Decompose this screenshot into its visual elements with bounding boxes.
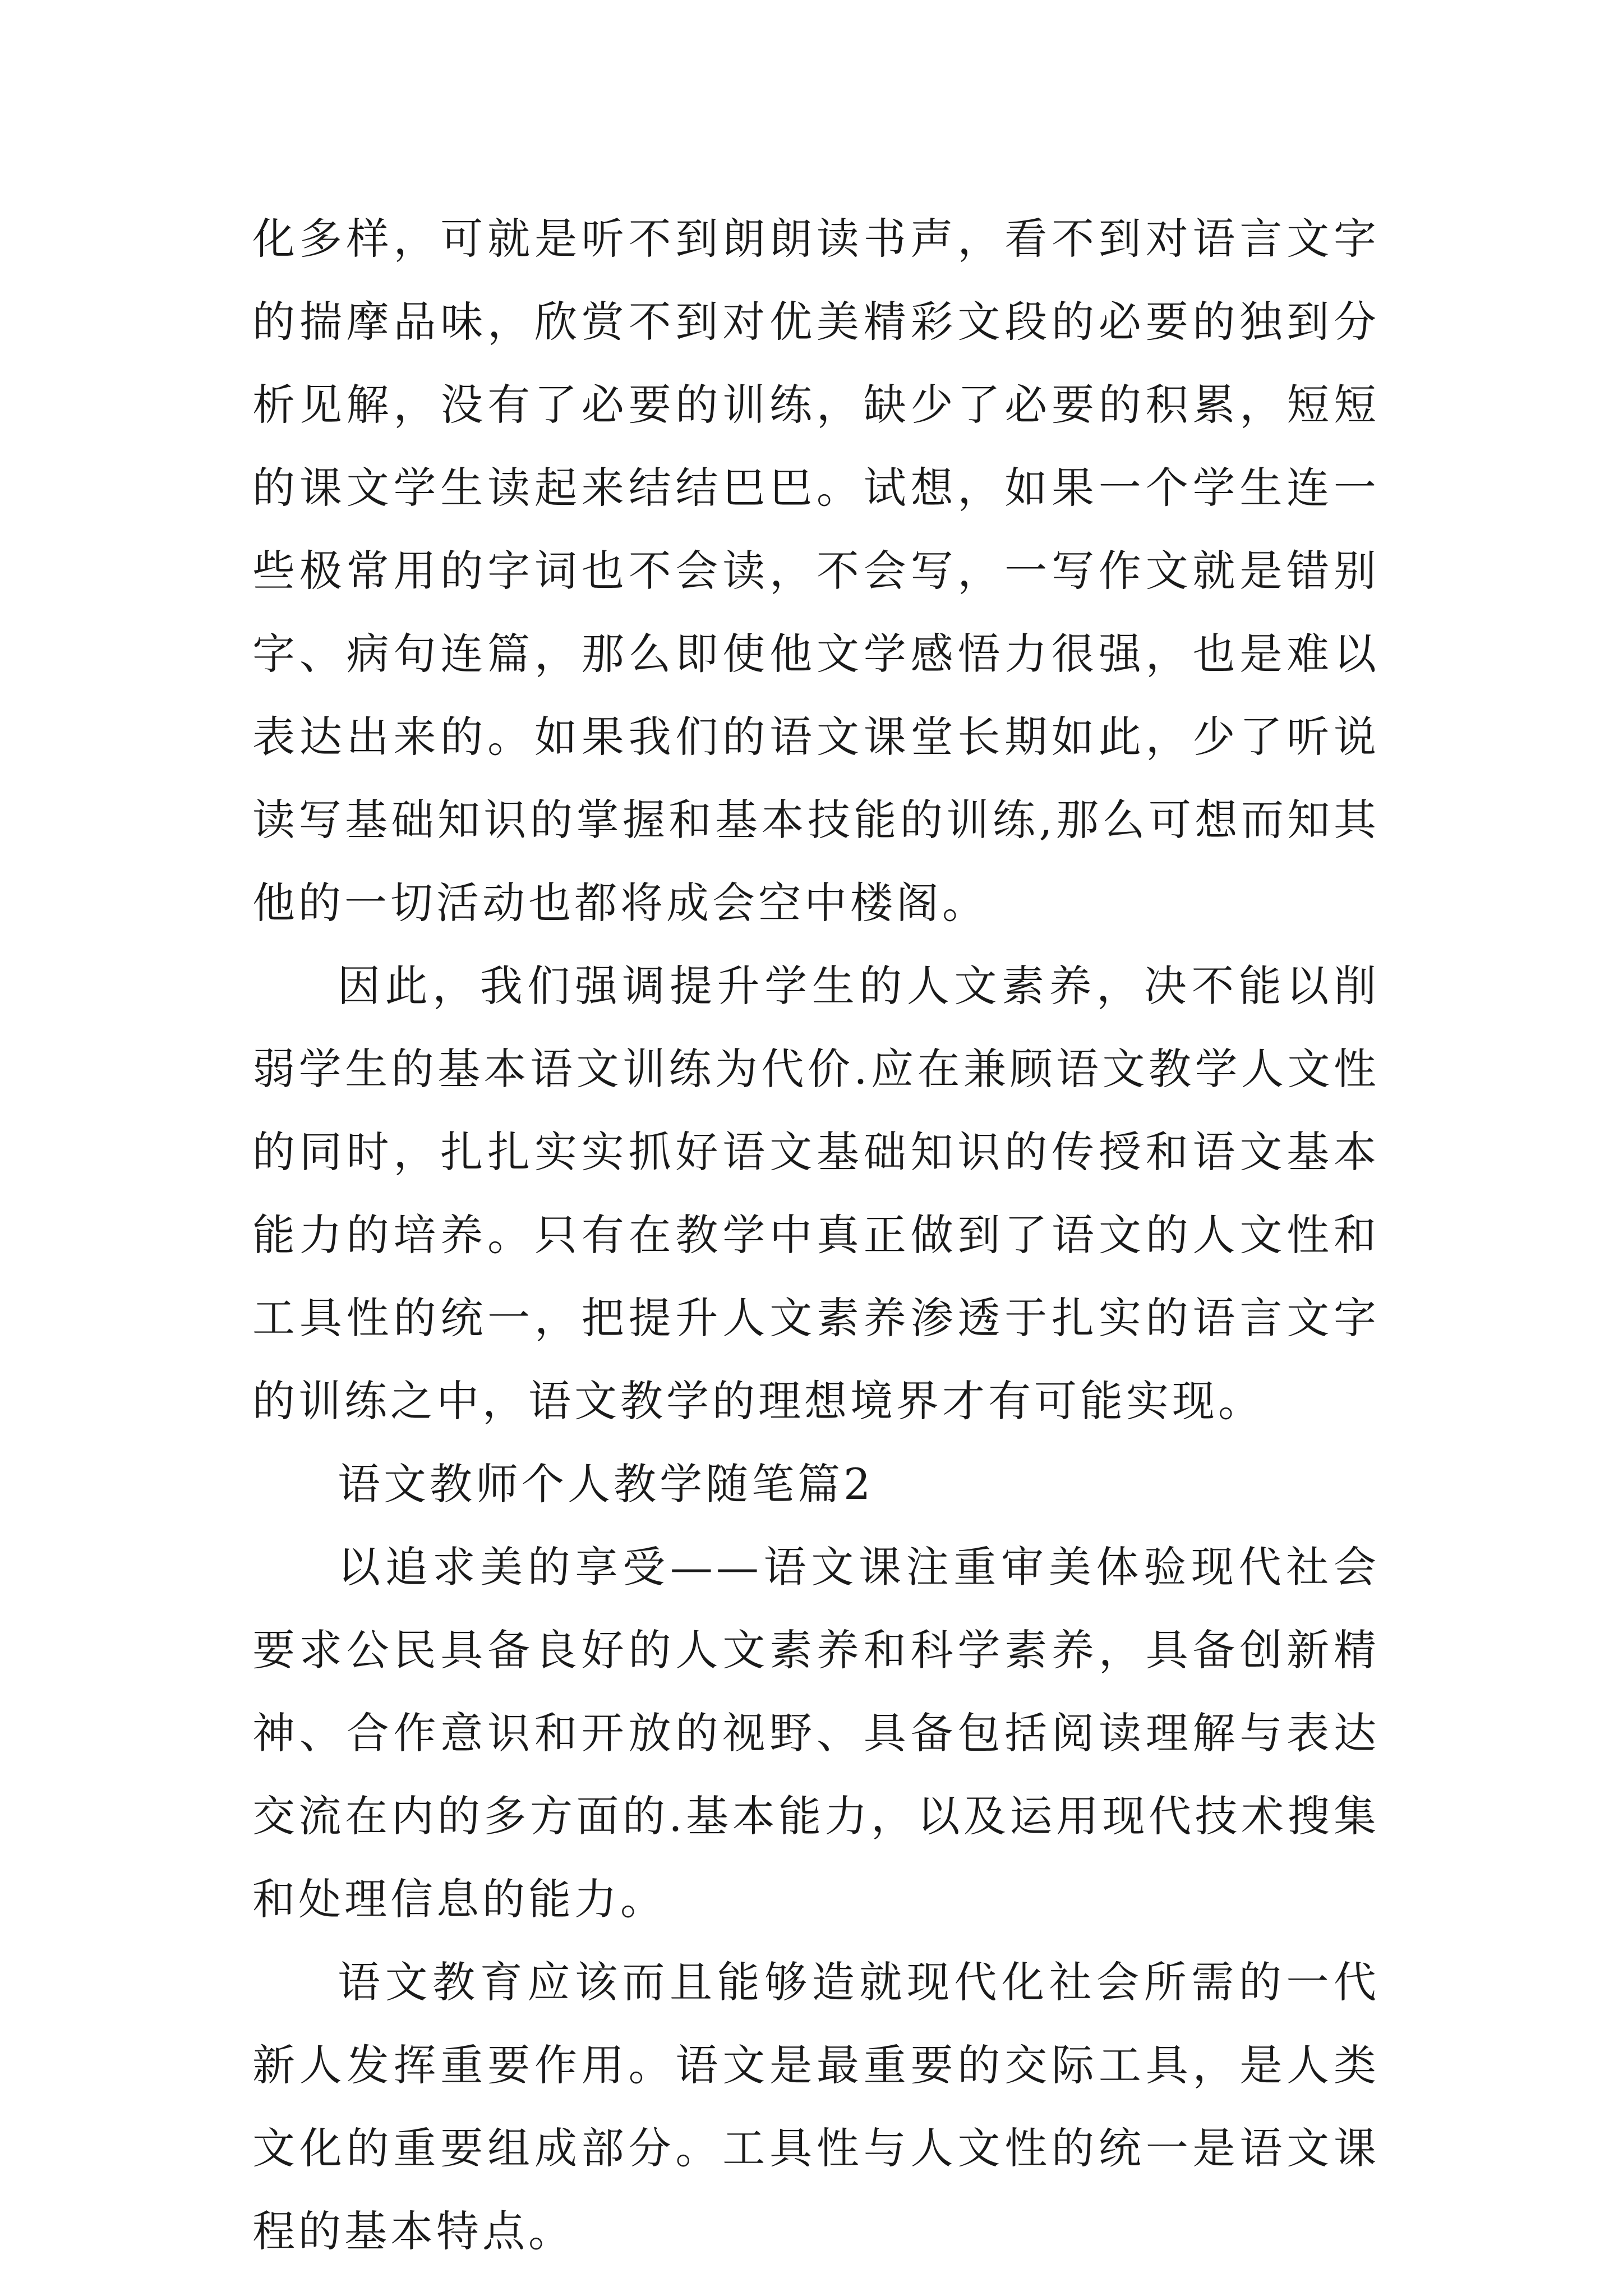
paragraph-chinese-education: 语文教育应该而且能够造就现代化社会所需的一代新人发挥重要作用。语文是最重要的交际工具，是人类文化的重要组成部分。工具性与人文性的统一是语文课程的基本特点。 [252,1957,1380,2256]
paragraph-aesthetic: 以追求美的享受——语文课注重审美体验现代社会要求公民具备良好的人文素养和科学素养，具备创新精神、合作意识和开放的视野、具备包括阅读理解与表达交流在内的多方面的.基本能力，以及运用现代技术搜集和处理信息的能力。 [252,1542,1380,1924]
document-body [252,197,1380,2273]
paragraph-therefore: 因此，我们强调提升学生的人文素养，决不能以削弱学生的基本语文训练为代价.应在兼顾语文教学人文性的同时，扎扎实实抓好语文基础知识的传授和语文基本能力的培养。只有在教学中真正做到了语文的人文性和工具性的统一，把提升人文素养渗透于扎实的语言文字的训练之中，语文教学的理想境界才有可能实现。 [252,961,1380,1426]
paragraph-continued: 化多样，可就是听不到朗朗读书声，看不到对语言文字的揣摩品味，欣赏不到对优美精彩文段的必要的独到分析见解，没有了必要的训练，缺少了必要的积累，短短的课文学生读起来结结巴巴。试想，如果一个学生连一些极常用的字词也不会读，不会写，一写作文就是错别字、病句连篇，那么即使他文学感悟力很强，也是难以表达出来的。如果我们的语文课堂长期如此，少了听说读写基础知识的掌握和基本技能的训练,那么可想而知其他的一切活动也都将成会空中楼阁。 [252,214,1380,928]
section-heading: 语文教师个人教学随笔篇2 [338,1459,874,1509]
